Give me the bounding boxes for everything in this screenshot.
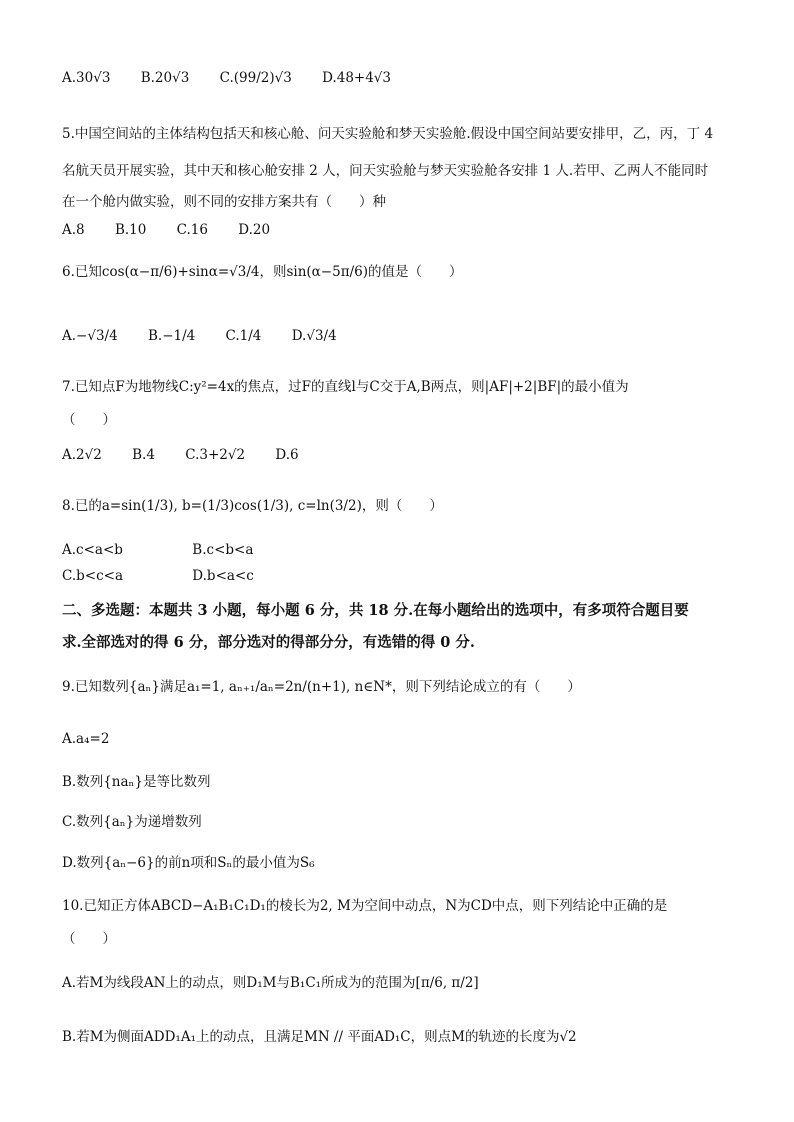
q4-options: [62, 68, 417, 88]
q6-options: [62, 326, 363, 346]
q5-options: [62, 220, 296, 240]
q6-option-b: B.−1/4: [147, 328, 196, 344]
q7-option-b: B.4: [132, 447, 155, 463]
q9-stem: 9.已知数列{aₙ}满足a₁=1, aₙ₊₁/aₙ=2n/(n+1), n∈N*，则下列结论成立的有（ ）: [62, 679, 581, 695]
q4-option-d: D.48+4√3: [322, 70, 391, 86]
q7-option-d: D.6: [275, 447, 299, 463]
q8-option-a: A.c<a<b: [62, 542, 123, 558]
q4-option-a: A.30√3: [62, 70, 111, 86]
q9-option-d: D.数列{aₙ−6}的前n项和Sₙ的最小值为S₆: [62, 855, 315, 871]
q10-option-a: A.若M为线段AN上的动点，则D₁M与B₁C₁所成为的范围为[π/6, π/2]: [62, 975, 479, 991]
q7-stem: 7.已知点F为地物线C:y²=4x的焦点，过F的直线l与C交于A,B两点，则|AF|+2|BF|的最小值为: [62, 379, 629, 395]
q5-line3: 在一个舱内做实验，则不同的安排方案共有（ ）种: [62, 194, 386, 210]
q8-option-b: B.c<b<a: [192, 542, 254, 558]
q9-option-c: C.数列{aₙ}为递增数列: [62, 814, 202, 830]
q5-line2: 名航天员开展实验，其中天和核心舱安排 2 人，问天实验舱与梦天实验舱各安排 1 人.若甲、乙两人不能同时: [62, 163, 709, 179]
q4-option-c: C.(99/2)√3: [219, 70, 292, 86]
q8-option-c: C.b<c<a: [62, 568, 124, 584]
q6-option-d: D.√3/4: [291, 328, 337, 344]
q5-option-d: D.20: [238, 222, 271, 238]
q7-option-c: C.3+2√2: [185, 447, 246, 463]
q9-option-a: A.a₄=2: [62, 731, 110, 747]
q7-options: [62, 445, 325, 465]
q8-options-row1: [62, 540, 279, 560]
q10-cont: （ ）: [62, 931, 116, 947]
q4-option-b: B.20√3: [140, 70, 190, 86]
q6-option-a: A.−√3/4: [62, 328, 118, 344]
q9-option-b: B.数列{naₙ}是等比数列: [62, 774, 211, 790]
q10-stem: 10.已知正方体ABCD−A₁B₁C₁D₁的棱长为2, M为空间中动点，N为CD中点，则下列结论中正确的是: [62, 898, 668, 914]
q7-option-a: A.2√2: [62, 447, 102, 463]
q6-stem: 6.已知cos(α−π/6)+sinα=√3/4，则sin(α−5π/6)的值是（ ）: [62, 264, 463, 280]
q5-option-a: A.8: [62, 222, 85, 238]
q6-option-c: C.1/4: [225, 328, 262, 344]
q5-option-b: B.10: [114, 222, 147, 238]
q7-cont: （ ）: [62, 412, 116, 428]
q5-option-c: C.16: [176, 222, 208, 238]
q10-option-b: B.若M为侧面ADD₁A₁上的动点，且满足MN // 平面AD₁C，则点M的轨迹的长度为√2: [62, 1029, 577, 1045]
section2-line2: 求.全部选对的得 6 分，部分选对的得部分分，有选错的得 0 分.: [62, 634, 475, 651]
q8-stem: 8.已的a=sin(1/3), b=(1/3)cos(1/3), c=ln(3/2)，则（ ）: [62, 498, 443, 514]
section2-line1: 二、多选题：本题共 3 小题，每小题 6 分，共 18 分.在每小题给出的选项中，有多项符合题目要: [62, 602, 689, 619]
q5-line1: 5.中国空间站的主体结构包括天和核心舱、问天实验舱和梦天实验舱.假设中国空间站要安排甲，乙，丙，丁 4: [62, 126, 714, 142]
q8-options-row2: [62, 566, 280, 586]
q8-option-d: D.b<a<c: [192, 568, 254, 584]
